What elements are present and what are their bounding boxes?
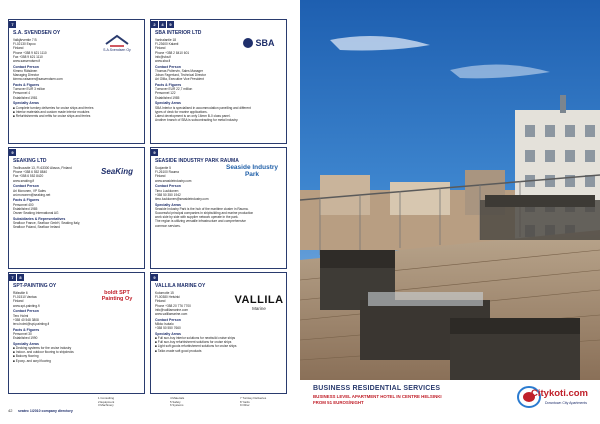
section-heading: Facts & Figures [13,198,40,203]
area-line: SBA Interior is specialised in accommodation panelling and different [155,105,251,110]
email-link[interactable]: info@sba.fi [155,54,171,59]
section-heading: Contact Person [155,317,181,322]
section-heading: Contact Person [13,309,39,314]
section-heading: Facts & Figures [13,83,40,88]
address-block [13,38,83,63]
card-tags [151,20,286,28]
legend-column [240,397,266,408]
page-number: 42 [8,408,13,413]
logo-subtext: Marine [252,305,266,311]
company-name: VALLILA MARINE OY [155,283,206,289]
legend-item: 8 Yards [240,399,250,404]
phone: Phone +358 9 621 1110 [13,50,47,55]
area-line: ■ Full sun-buy refurbishment solutions for cruise ships [155,340,232,345]
contact-line: Timo Luukkonen [155,188,179,193]
contact-line: Thomas Poltervin, Sales Manager [155,68,204,73]
category-tag: 2 [151,21,158,28]
company-card-seaside [150,147,287,269]
company-card-seaking [8,147,145,269]
email-link[interactable]: kimmo.raisanen@sasvendsen.com [13,77,63,82]
area-line: Latest development is an only 16mm B-0 class panel. [155,113,231,118]
address-line: FI-02130 Espoo [13,42,36,47]
company-card-sba [150,19,287,144]
terrace-photo [300,0,600,380]
fact-line: Personnel 4 [13,91,31,96]
company-card-vallila [150,272,287,394]
phone: Phone +358 20 776 7700 [155,303,191,308]
address-line: Valkjärventie 7 B [13,38,37,42]
area-line: ■ Decking systems for the cruise industry [13,345,72,350]
card-tags [151,148,286,156]
card-tags [9,148,144,156]
email-link[interactable]: tero.holmi@spt-painting.fi [13,321,50,326]
section-heading: Subsidiaries & Representatives [13,216,66,221]
contact-line: +358 50 550 7660 [155,326,181,331]
company-name: SBA INTERIOR LTD [155,30,202,36]
logo-text: VALLILA [234,293,284,306]
section-heading: Specialty Areas [13,101,39,106]
fact-line: Turnover EUR 3 milion [13,87,46,92]
fact-line: Owner Seaking International AG [13,211,59,216]
fact-line: Turnover EUR 22,7 million [155,87,193,92]
fact-line: Personnel 122 [155,91,176,96]
section-heading: Facts & Figures [13,327,40,332]
company-card-svendsen [8,19,145,144]
category-tag: 8 [17,274,24,281]
fax: Fax +358 6 552 8420 [13,174,44,179]
area-line: work side by side with supplier network operate in the park. [155,215,239,220]
fax: Fax +358 9 621 1110 [13,54,43,59]
logo-text: SBA [255,38,275,48]
publication-title: seatec 1/2010 company directory [18,408,73,413]
card-tags [9,20,144,28]
category-tag: 7 [9,21,16,28]
contact-line: Mikko Isotalo [155,321,174,326]
area-line: ■ Balcony flooring [13,354,39,359]
email-link[interactable]: info@vallilamarine.com [155,307,188,312]
area-line: ■ Indoor- and outdoor flooring to shipdecks [13,350,74,355]
address-line: FI-26100 Rauma [155,170,179,175]
area-line: ■ Tailor-made soft good products [155,348,202,353]
contact-line: Managing Director [13,73,40,78]
category-tag: 4 [159,21,166,28]
logo-text: boldt SPT Painting Oy [101,290,133,302]
area-line: ■ Refurbishments and refits for cruise ships and ferries [13,113,91,118]
address-line: Vanhalantie 18 [155,38,177,42]
website-link[interactable]: www.sasvendsen.fi [13,59,41,64]
area-line: Seafloor Poland, Seafloor Ireland [13,225,60,230]
address-line: FI-23600 Kalanti [155,42,179,47]
logo-text: Seaside Industry Park [225,164,279,178]
legend-column [170,397,184,408]
area-line: ■ Light soft goods refurbishment solutions for cruise ships [155,344,237,349]
fact-line: Established 1981 [13,95,38,100]
fact-line: Established 1990 [13,336,38,341]
legend-item: 6 Systems [170,403,184,408]
company-card-spt [8,272,145,394]
area-line: types of deck for marine applications. [155,109,208,114]
brand-logo[interactable] [517,384,595,414]
area-line: Successful principal companies in shipbuilding and marine production [155,211,254,216]
address-line: FI-00380 Helsinki [155,295,180,300]
section-heading: Specialty Areas [155,331,181,336]
section-heading: Facts & Figures [155,83,182,88]
contact-line: Ari Ollila, Executive Vice President [155,77,204,82]
ad-line: FROM 51 EUROS/NIGHT [313,399,364,405]
card-tags [151,273,286,281]
legend-item: 3 Machinery [98,403,114,408]
area-line: ■ Epoxy- and acryl flooring [13,358,51,363]
area-line: ■ Complete turnkey deliveries for cruise ships and ferries [13,105,94,110]
area-line: Another branch of SBA is subcontracting for metal industry. [155,118,239,123]
address-line: Finland [155,174,166,179]
phone: Phone +358 6 552 8840 [13,170,48,175]
company-name: SPT-PAINTING OY [13,283,57,289]
category-tag: 7 [9,274,16,281]
address-line: Finland [13,46,24,51]
contact-line: Ari Mononen, VP Sales [13,188,46,193]
category-tag: 9 [151,274,158,281]
area-line: ■ Full sun-buy interior solutions for newbuild cruise ships [155,336,236,341]
area-line: Seaside Industry Park is the hub of the maritime cluster in Rauma. [155,206,249,211]
phone: Phone +358 2 8410 601 [155,50,190,55]
section-heading: Specialty Areas [155,101,181,106]
website-link[interactable]: www.seaking.fi [13,178,35,183]
ad-caption [313,385,503,405]
fact-line: Personnel 30 [13,331,32,336]
contact-line: Kimmo Räisänen [13,68,38,73]
company-name: S.A. SVENDSEN OY [13,30,61,36]
section-heading: Specialty Areas [13,341,39,346]
area-line: The region is utilizing versatile infrastructure and comprehensive [155,219,246,224]
category-tag: 9 [9,149,16,156]
area-line: common services. [155,223,181,228]
area-line: ■ Interior materials and custom made interior modules [13,109,90,114]
section-heading: Specialty Areas [155,202,181,207]
logo-text: S.A.Svendsen Oy [103,48,131,52]
ad-title: BUSINESS RESIDENTIAL SERVICES [313,385,441,392]
company-name: SEAKING LTD [13,158,47,164]
area-line: Seafloor France, Seafloor GmbH, Seaking Italy, [13,220,81,225]
legend-item: 1 Consulting [98,396,115,400]
website-link[interactable]: www.vallilamarine.com [155,312,188,317]
section-heading: Contact Person [155,184,181,189]
brand-tagline: Downtown City Apartments [545,401,588,405]
website-link[interactable]: www.sba.fi [155,59,171,64]
contact-line: +358 50 350 1942 [155,192,181,197]
legend-item: 7 Turnkey Deliveries [240,396,267,400]
address-line: Suojantie 5 [155,166,171,170]
section-heading: Contact Person [13,64,39,69]
category-tag: 9 [151,149,158,156]
email-link[interactable]: ari.mononen@seaking.net [13,192,51,197]
logo-text: SeaKing [100,166,133,176]
section-heading: Contact Person [13,184,39,189]
address-line: FI-01510 Vantaa [13,295,37,300]
website-link[interactable]: www.seasideindustry.com [155,178,192,183]
section-heading: Contact Person [155,64,181,69]
card-tags [9,273,144,281]
contact-line: Tero Holmi [13,313,29,318]
legend-column [98,397,114,408]
legend-item: 9 Other [240,403,250,408]
fact-line: Established 1985 [155,95,180,100]
ad-subtitle [313,394,503,405]
website-link[interactable]: www.spt-painting.fi [13,303,40,308]
legend-item: 2 Equipment [98,399,115,404]
legend-item: 4 Materials [170,396,185,400]
fact-line: Personnel 400 [13,202,34,207]
ad-line: BUSINESS LEVEL APARTMENT HOTEL IN CENTRE HELSINKI [313,394,442,399]
address-line: Teollisuustie 13, FI-63300 Alavus, Finland [13,166,72,170]
legend-item: 5 Safety [170,399,181,404]
contact-line: +358 40 548 3808 [13,317,39,322]
contact-line: Johan Fagerlund, Technical Director [155,73,206,78]
fact-line: Established 1985 [13,206,38,211]
brand-name: Citykoti.com [531,388,589,399]
company-name: SEASIDE INDUSTRY PARK RAUMA [155,158,239,164]
address-line: Kutomotie 15 [155,291,174,295]
email-link[interactable]: timo.luukkonen@seasideindustry.com [155,196,209,201]
address-line: Rälssitie 6 [13,291,28,295]
category-tag: 9 [167,21,174,28]
address-line: Finland [155,299,166,304]
address-line: Finland [155,46,166,51]
address-line: Finland [13,299,24,304]
